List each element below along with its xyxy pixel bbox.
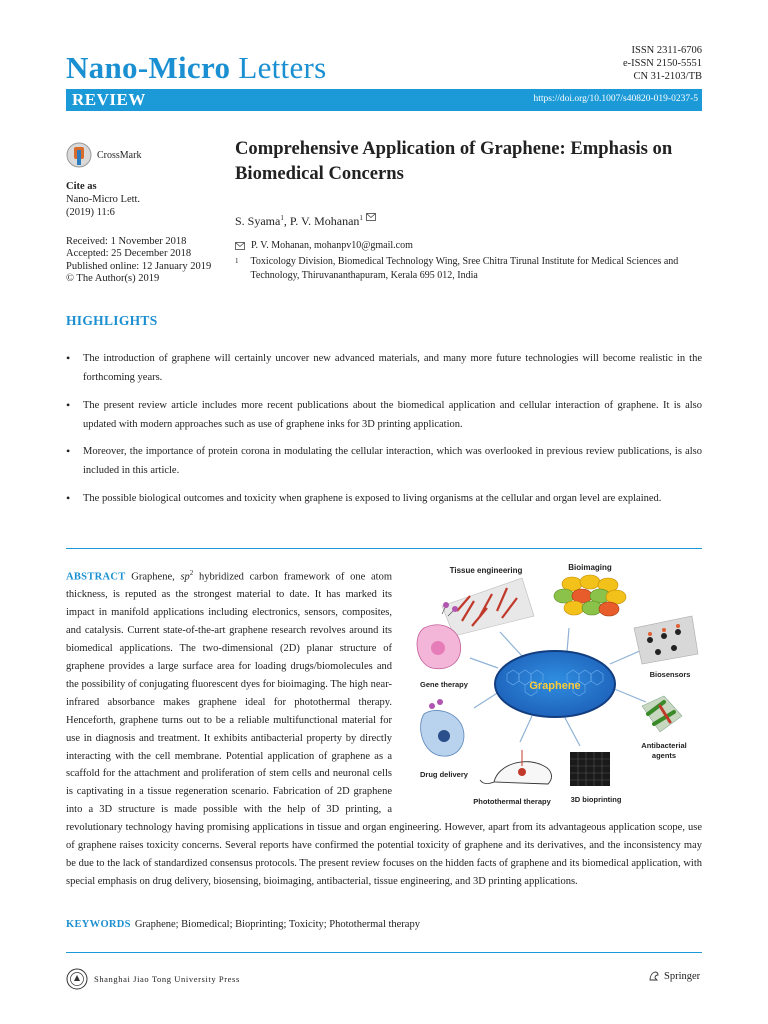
journal-name-bold: Nano-Micro [66, 50, 231, 85]
divider [66, 548, 702, 549]
abstract-sp: sp [180, 571, 190, 583]
journal-title [66, 50, 327, 86]
graphical-abstract-figure [402, 556, 708, 813]
accepted-date: Accepted: 25 December 2018 [66, 248, 192, 260]
article-title: Comprehensive Application of Graphene: Emphasis on Biomedical Concerns [235, 138, 673, 184]
cn-number: CN 31-2103/TB [633, 71, 702, 82]
copyright: © The Author(s) 2019 [66, 273, 160, 285]
university-seal-icon [66, 968, 88, 990]
abstract-text: hybridized carbon framework of one atom thickness, is reputed as the strongest material to date. It has marked its impact in manifold applications including electronics, sensors, composites, and catalysis. Current state-of-the-art graphene research revolves around its biomedical applications. The two-dimensional (2D) planar structure of graphene provides a large surface area for loading drugs/biomolecules and the possibility of conjugating fluorescent dyes for bioimaging. The high near-infrared absorbance makes graphene ideal for photothermal therapy. Henceforth, graphene turns out to be a reliable multifunctional material for use in diagnosis and treatment. It exhibits antibacterial property by directly interacting with the cell membrane. Potential application of graphene as a scaffold for the attachment and proliferation of stem cells and neuronal cells is captivating in a tissue regeneration scenario. Fabrication of 2D graphene into a 3D structure is made possible with the help of 3D printing, a revolutionary technology having promising applications in tissue and organ engineering. However, apart from its advantageous application scope, use of graphene raises toxicity concerns. Several reports have confirmed the potential toxicity of graphene and its derivatives, and the inconsistency may be due to the lack of standardized consensus protocols. The present review focuses on the hidden facts of graphene and its biomedical application, with special emphasis on drug delivery, biosensing, bioimaging, antibacterial, tissue engineering, and 3D printing applications. [66, 571, 702, 887]
eissn: e-ISSN 2150-5551 [622, 58, 702, 69]
author-name[interactable]: S. Syama [235, 214, 281, 228]
highlights-heading: HIGHLIGHTS [66, 313, 158, 328]
author-name[interactable]: P. V. Mohanan [289, 214, 360, 228]
corresponding-author [235, 240, 413, 251]
author-affil-sup: 1 [280, 214, 284, 222]
tissue-engineering-label: Tissue engineering [449, 566, 523, 575]
author-separator: , [283, 214, 290, 228]
springer-logo[interactable] [648, 970, 700, 982]
bioimaging-cells-illustration [554, 575, 626, 616]
gene-therapy-label: Gene therapy [420, 680, 468, 689]
received-date: Received: 1 November 2018 [66, 236, 187, 247]
affiliation [235, 255, 705, 282]
author-list [235, 213, 376, 229]
antibacterial-label-line2: agents [651, 751, 677, 760]
affiliation-number: 1 [235, 257, 239, 265]
keywords-label: KEYWORDS [66, 919, 131, 930]
publisher-name: Springer [664, 970, 701, 982]
highlights-list [66, 349, 702, 516]
crossmark-label: CrossMark [97, 149, 142, 161]
publication-dates [66, 236, 211, 286]
keywords [66, 919, 420, 930]
abstract-lead: Graphene, [125, 571, 181, 583]
keywords-text: Graphene; Biomedical; Bioprinting; Toxicity; Photothermal therapy [134, 919, 420, 930]
biosensors-label: Biosensors [649, 670, 691, 679]
highlight-item: • The possible biological outcomes and toxicity when graphene is exposed to living organisms at the cellular and organ level are explained. [66, 489, 702, 508]
center-label: Graphene [529, 680, 581, 692]
cite-as-block [66, 180, 140, 219]
highlight-item: • The introduction of graphene will certainly uncover new advanced materials, and many more future technologies will become realistic in the forthcoming years. [66, 349, 702, 387]
springer-horse-icon [648, 970, 660, 982]
photothermal-label: Photothermal therapy [473, 797, 551, 806]
bioimaging-label: Bioimaging [568, 563, 612, 572]
drug-delivery-label: Drug delivery [420, 770, 468, 779]
bioprinting-label: 3D bioprinting [570, 795, 622, 804]
affiliation-text: Toxicology Division, Biomedical Technology Wing, Sree Chitra Tirunal Institute for Medical Sciences and Technology, Thiruvananthapuram, Kerala 695 012, India [250, 256, 679, 281]
author-affil-sup: 1 [359, 214, 363, 222]
issn: ISSN 2311-6706 [631, 45, 702, 56]
issn-block [623, 44, 702, 83]
press-name: Shanghai Jiao Tong University Press [94, 974, 240, 984]
crossmark-icon [66, 142, 92, 168]
cite-heading: Cite as [66, 181, 97, 192]
abstract-sp-superscript: 2 [189, 569, 194, 577]
antibacterial-illustration [642, 696, 682, 732]
drug-delivery-cell-illustration [421, 699, 464, 756]
cite-journal: Nano-Micro Lett. [66, 194, 141, 205]
footer-divider [66, 952, 702, 953]
abstract-label: ABSTRACT [66, 571, 126, 583]
cite-reference: (2019) 11:6 [66, 207, 115, 218]
envelope-icon[interactable] [366, 213, 376, 221]
abstract [66, 565, 702, 891]
crossmark-badge[interactable] [66, 142, 141, 168]
published-date: Published online: 12 January 2019 [66, 260, 212, 272]
highlight-item: • The present review article includes more recent publications about the biomedical application and cellular interaction of graphene. It is also updated with modern approaches such as use of graphene inks for 3D printing application. [66, 396, 702, 434]
highlight-item: • Moreover, the importance of protein corona in modulating the cellular interaction, which was overlooked in previous review publications, is also included in this article. [66, 442, 702, 480]
section-label: REVIEW [72, 90, 146, 109]
section-bar [66, 89, 702, 111]
envelope-icon [235, 242, 245, 250]
press-logo[interactable] [66, 968, 240, 990]
biosensors-illustration [634, 616, 698, 664]
bioprinting-grid-illustration [570, 752, 610, 786]
corresponding-email[interactable]: P. V. Mohanan, mohanpv10@gmail.com [251, 240, 413, 251]
antibacterial-label: Antibacterial [641, 741, 687, 750]
doi-link[interactable]: https://doi.org/10.1007/s40820-019-0237-5 [533, 94, 698, 104]
journal-name-rest: Letters [230, 50, 327, 85]
photothermal-mouse-illustration [480, 750, 551, 784]
